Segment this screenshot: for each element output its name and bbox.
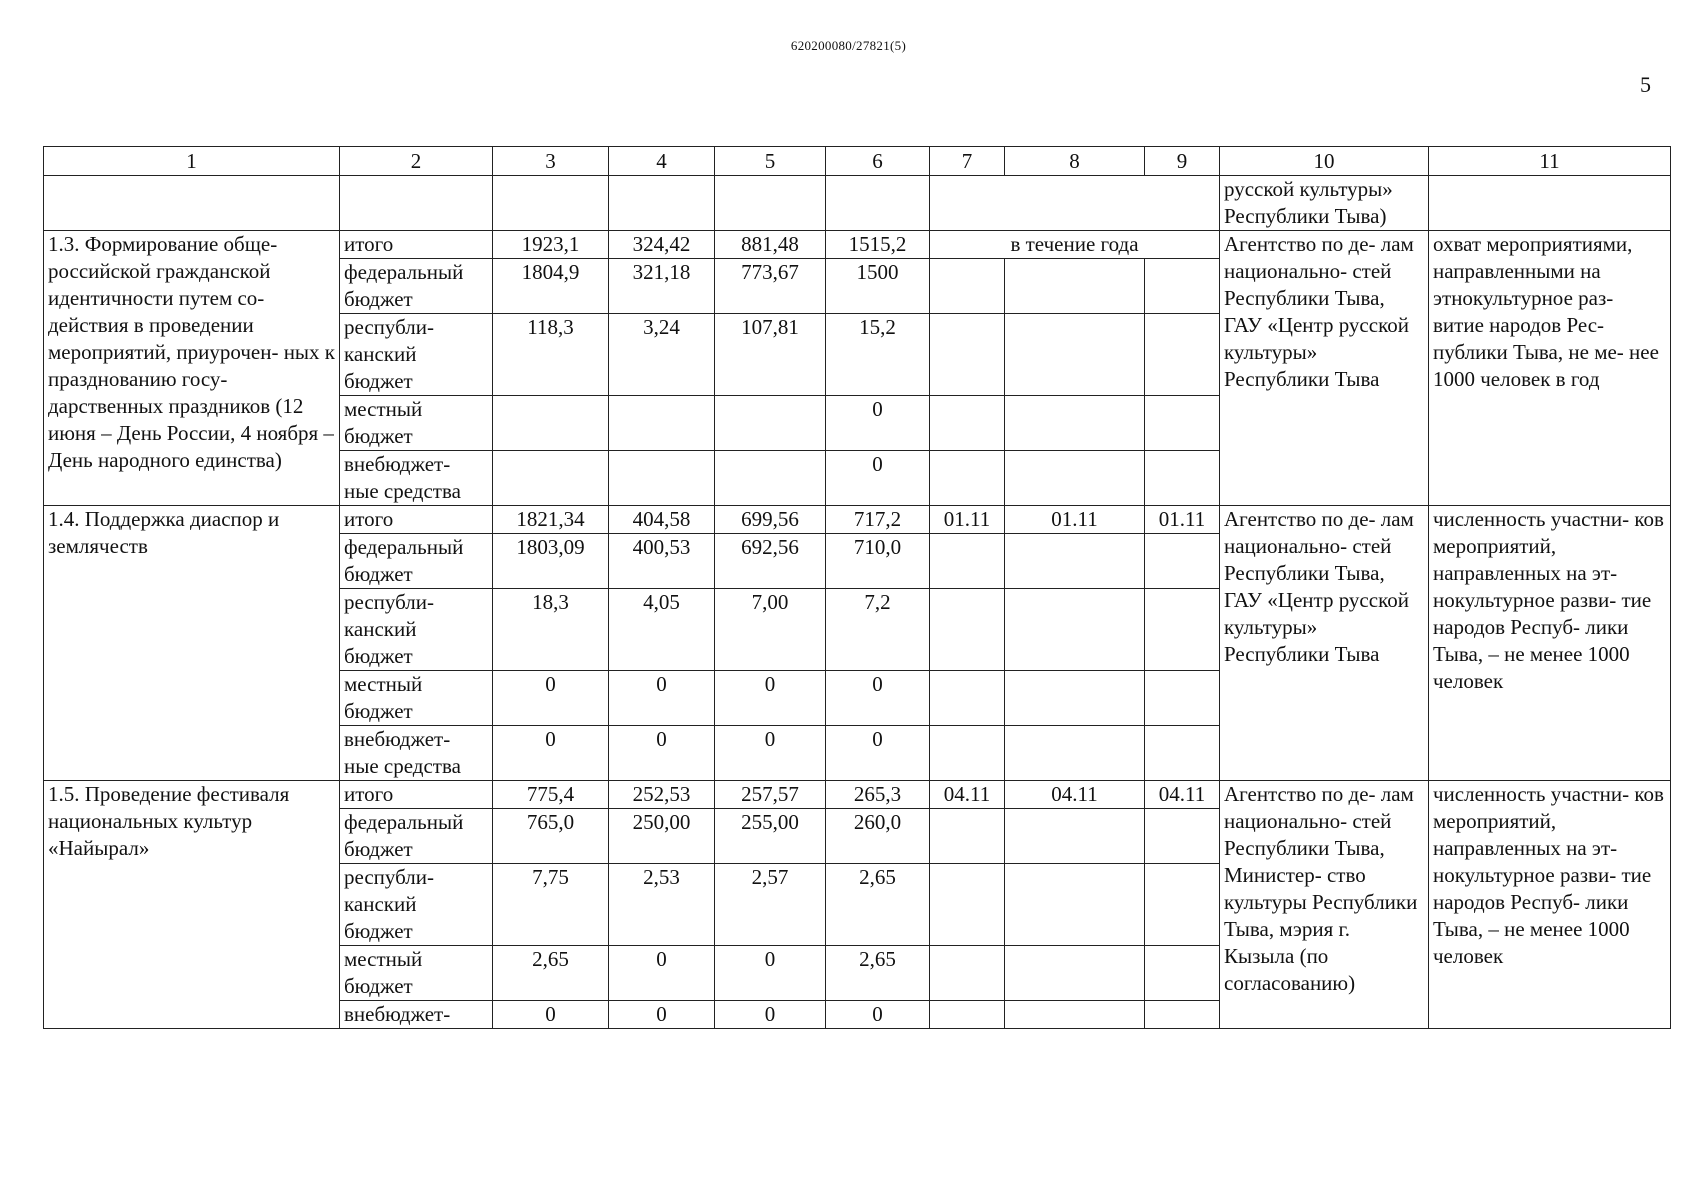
empty-cell (1005, 396, 1145, 451)
amount-cell-4: 4,05 (609, 589, 715, 671)
amount-cell-3: 1804,9 (493, 259, 609, 314)
amount-cell-5 (715, 451, 826, 506)
empty-cell (930, 589, 1005, 671)
date-cell-8: 04.11 (1005, 781, 1145, 809)
funding-source-cell: внебюджет- ные средства (340, 726, 493, 781)
amount-cell-4 (609, 451, 715, 506)
amount-cell-4: 3,24 (609, 314, 715, 396)
empty-cell (1145, 396, 1220, 451)
amount-cell-3: 1803,09 (493, 534, 609, 589)
activity-name-cell: 1.3. Формирование обще- российской гражданской идентичности путем со- действия в проведении мероприятий, приурочен- ных к празднованию госу- дарственных праздников (12 июня – День России, 4 ноября – День народного единства) (44, 231, 340, 506)
amount-cell-6: 2,65 (826, 864, 930, 946)
empty-cell (1005, 534, 1145, 589)
column-header-7: 7 (930, 147, 1005, 176)
amount-cell-6: 0 (826, 396, 930, 451)
empty-cell (1145, 809, 1220, 864)
empty-cell (930, 1001, 1005, 1029)
amount-cell-6: 1515,2 (826, 231, 930, 259)
amount-cell-5: 2,57 (715, 864, 826, 946)
funding-source-cell: федеральный бюджет (340, 809, 493, 864)
continuation-row (44, 176, 1671, 231)
funding-source-cell: федеральный бюджет (340, 534, 493, 589)
program-table (43, 146, 1671, 1029)
table-row (44, 506, 1671, 534)
date-cell-9: 04.11 (1145, 781, 1220, 809)
amount-cell-5 (715, 396, 826, 451)
empty-cell (1005, 314, 1145, 396)
page-number: 5 (1640, 72, 1651, 97)
amount-cell-5: 255,00 (715, 809, 826, 864)
amount-cell-5: 773,67 (715, 259, 826, 314)
empty-cell (1145, 259, 1220, 314)
empty-cell (44, 176, 340, 231)
indicator-cell: охват мероприятиями, направленными на этнокультурное раз- витие народов Рес- публики Тыва, не ме- нее 1000 человек в год (1429, 231, 1671, 506)
empty-cell (493, 176, 609, 231)
amount-cell-5: 0 (715, 671, 826, 726)
empty-cell (930, 534, 1005, 589)
amount-cell-4: 252,53 (609, 781, 715, 809)
amount-cell-5: 699,56 (715, 506, 826, 534)
column-header-6: 6 (826, 147, 930, 176)
amount-cell-4: 250,00 (609, 809, 715, 864)
amount-cell-4: 324,42 (609, 231, 715, 259)
column-header-11: 11 (1429, 147, 1671, 176)
amount-cell-5: 881,48 (715, 231, 826, 259)
empty-cell (715, 176, 826, 231)
funding-source-cell: внебюджет- ные средства (340, 451, 493, 506)
amount-cell-3: 1821,34 (493, 506, 609, 534)
empty-cell (1005, 451, 1145, 506)
amount-cell-6: 717,2 (826, 506, 930, 534)
empty-cell (930, 809, 1005, 864)
empty-cell (1429, 176, 1671, 231)
amount-cell-3: 765,0 (493, 809, 609, 864)
continued-responsible-cell: русской культуры» Республики Тыва) (1220, 176, 1429, 231)
amount-cell-4: 0 (609, 671, 715, 726)
activity-name-cell: 1.5. Проведение фестиваля национальных культур «Найырал» (44, 781, 340, 1029)
amount-cell-6: 0 (826, 726, 930, 781)
document-id: 620200080/27821(5) (790, 38, 907, 53)
amount-cell-5: 0 (715, 946, 826, 1001)
empty-cell (930, 314, 1005, 396)
funding-source-cell: федеральный бюджет (340, 259, 493, 314)
amount-cell-5: 0 (715, 1001, 826, 1029)
empty-cell (930, 726, 1005, 781)
empty-cell (340, 176, 493, 231)
empty-cell (1145, 726, 1220, 781)
funding-source-cell: республи- канский бюджет (340, 864, 493, 946)
amount-cell-3: 1923,1 (493, 231, 609, 259)
amount-cell-3: 7,75 (493, 864, 609, 946)
date-cell-8: 01.11 (1005, 506, 1145, 534)
amount-cell-4: 0 (609, 726, 715, 781)
funding-source-cell: итого (340, 781, 493, 809)
responsible-cell: Агентство по де- лам национально- стей Республики Тыва, Министер- ство культуры Республики Тыва, мэрия г. Кызыла (по согласованию) (1220, 781, 1429, 1029)
funding-source-cell: местный бюджет (340, 946, 493, 1001)
empty-cell (1145, 589, 1220, 671)
amount-cell-3: 775,4 (493, 781, 609, 809)
empty-cell (1145, 864, 1220, 946)
amount-cell-6: 1500 (826, 259, 930, 314)
column-header-5: 5 (715, 147, 826, 176)
amount-cell-5: 107,81 (715, 314, 826, 396)
amount-cell-4: 0 (609, 1001, 715, 1029)
amount-cell-6: 15,2 (826, 314, 930, 396)
amount-cell-3: 2,65 (493, 946, 609, 1001)
funding-source-cell: республи- канский бюджет (340, 314, 493, 396)
date-cell-7: 01.11 (930, 506, 1005, 534)
empty-cell (1145, 946, 1220, 1001)
amount-cell-6: 7,2 (826, 589, 930, 671)
empty-cell (1005, 259, 1145, 314)
amount-cell-5: 0 (715, 726, 826, 781)
amount-cell-3: 0 (493, 1001, 609, 1029)
amount-cell-6: 0 (826, 1001, 930, 1029)
table-body (44, 147, 1671, 1029)
funding-source-cell: внебюджет- (340, 1001, 493, 1029)
funding-source-cell: республи- канский бюджет (340, 589, 493, 671)
amount-cell-6: 2,65 (826, 946, 930, 1001)
funding-source-cell: местный бюджет (340, 671, 493, 726)
empty-cell (826, 176, 930, 231)
indicator-cell: численность участни- ков мероприятий, направленных на эт- нокультурное разви- тие народов Респуб- лики Тыва, – не менее 1000 человек (1429, 506, 1671, 781)
empty-cell (609, 176, 715, 231)
date-cell-9: 01.11 (1145, 506, 1220, 534)
amount-cell-5: 7,00 (715, 589, 826, 671)
column-header-10: 10 (1220, 147, 1429, 176)
date-cell-7: 04.11 (930, 781, 1005, 809)
amount-cell-3: 118,3 (493, 314, 609, 396)
empty-cell (1145, 314, 1220, 396)
activity-name-cell: 1.4. Поддержка диаспор и землячеств (44, 506, 340, 781)
table-row (44, 231, 1671, 259)
empty-cell (1145, 534, 1220, 589)
amount-cell-6: 0 (826, 451, 930, 506)
column-header-3: 3 (493, 147, 609, 176)
table-row (44, 781, 1671, 809)
amount-cell-3 (493, 451, 609, 506)
empty-cell (1005, 946, 1145, 1001)
empty-cell (930, 451, 1005, 506)
empty-cell (930, 396, 1005, 451)
amount-cell-4: 400,53 (609, 534, 715, 589)
column-header-2: 2 (340, 147, 493, 176)
amount-cell-4: 2,53 (609, 864, 715, 946)
funding-source-cell: итого (340, 506, 493, 534)
indicator-cell: численность участни- ков мероприятий, направленных на эт- нокультурное разви- тие народов Респуб- лики Тыва, – не менее 1000 человек (1429, 781, 1671, 1029)
empty-cell (1005, 809, 1145, 864)
empty-cell (1145, 1001, 1220, 1029)
column-header-8: 8 (1005, 147, 1145, 176)
amount-cell-6: 710,0 (826, 534, 930, 589)
empty-cell (1005, 1001, 1145, 1029)
amount-cell-4: 0 (609, 946, 715, 1001)
amount-cell-6: 260,0 (826, 809, 930, 864)
amount-cell-5: 257,57 (715, 781, 826, 809)
empty-cell (930, 671, 1005, 726)
empty-cell (930, 864, 1005, 946)
responsible-cell: Агентство по де- лам национально- стей Республики Тыва, ГАУ «Центр русской культуры» Республики Тыва (1220, 506, 1429, 781)
amount-cell-4 (609, 396, 715, 451)
amount-cell-6: 265,3 (826, 781, 930, 809)
empty-cell (1005, 726, 1145, 781)
empty-cell (1005, 864, 1145, 946)
timing-merged-cell: в течение года (930, 231, 1220, 259)
funding-source-cell: итого (340, 231, 493, 259)
amount-cell-5: 692,56 (715, 534, 826, 589)
amount-cell-3: 18,3 (493, 589, 609, 671)
responsible-cell: Агентство по де- лам национально- стей Республики Тыва, ГАУ «Центр русской культуры» Республики Тыва (1220, 231, 1429, 506)
empty-cell (1145, 671, 1220, 726)
empty-cell (1005, 589, 1145, 671)
column-header-9: 9 (1145, 147, 1220, 176)
amount-cell-3 (493, 396, 609, 451)
empty-cell (930, 176, 1220, 231)
empty-cell (930, 259, 1005, 314)
header-row (44, 147, 1671, 176)
column-header-4: 4 (609, 147, 715, 176)
amount-cell-4: 404,58 (609, 506, 715, 534)
amount-cell-6: 0 (826, 671, 930, 726)
empty-cell (1145, 451, 1220, 506)
empty-cell (930, 946, 1005, 1001)
empty-cell (1005, 671, 1145, 726)
amount-cell-4: 321,18 (609, 259, 715, 314)
amount-cell-3: 0 (493, 671, 609, 726)
amount-cell-3: 0 (493, 726, 609, 781)
column-header-1: 1 (44, 147, 340, 176)
funding-source-cell: местный бюджет (340, 396, 493, 451)
